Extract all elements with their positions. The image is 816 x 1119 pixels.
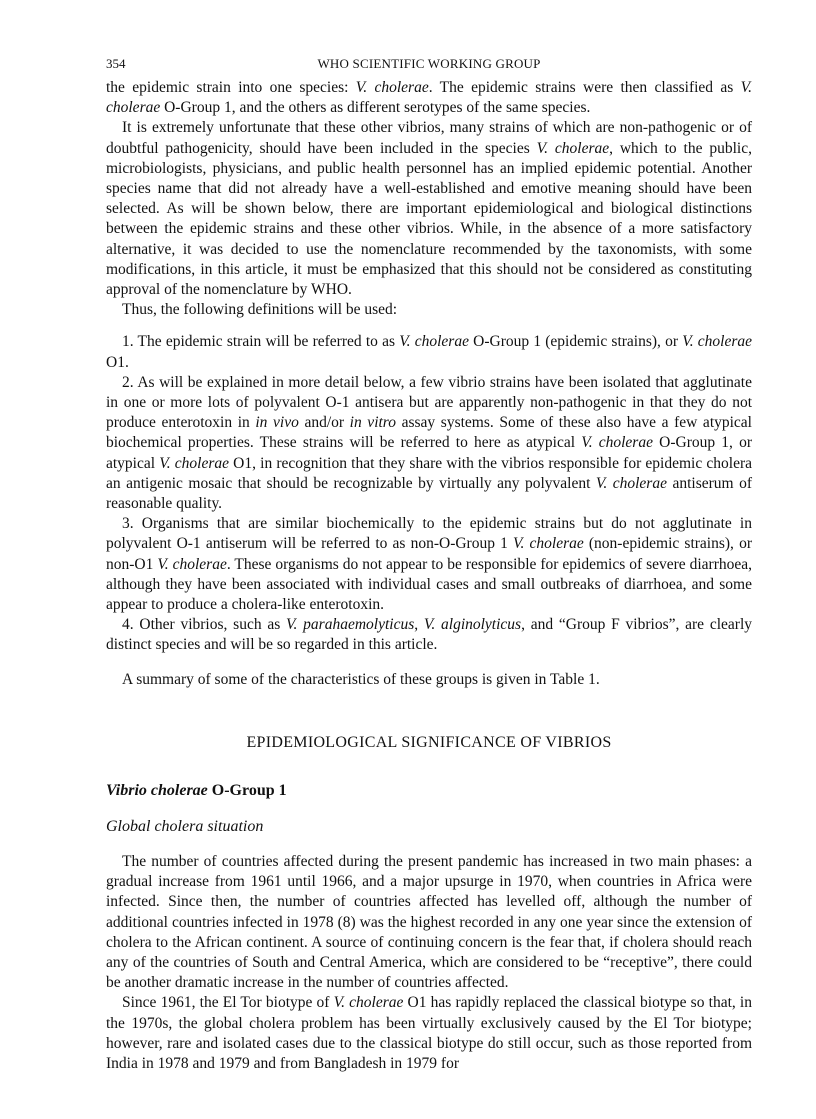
italic-term: V. cholerae: [159, 454, 229, 472]
definition-1: 1. The epidemic strain will be referred to as V. cholerae O-Group 1 (epidemic strains), or V. cholerae O1.: [106, 333, 753, 371]
section-heading: EPIDEMIOLOGICAL SIGNIFICANCE OF VIBRIOS: [246, 733, 612, 751]
italic-term: in vivo: [255, 414, 299, 432]
italic-term: V. cholerae: [536, 139, 610, 157]
italic-term: V. cholerae: [106, 79, 752, 117]
italic-term: V. cholerae: [581, 434, 653, 452]
italic-term: V. cholerae: [595, 474, 667, 492]
paragraph-table-summary: A summary of some of the characteristics of these groups is given in Table 1.: [122, 670, 600, 688]
definition-4: 4. Other vibrios, such as V. parahaemolyticus, V. alginolyticus, and “Group F vibrios”, are clearly distinct species and will be so regarded in this article.: [106, 616, 752, 654]
italic-term: V. cholerae: [333, 994, 404, 1012]
italic-term: V. alginolyticus: [423, 616, 522, 634]
page-number: 354: [106, 56, 126, 71]
paragraph-definitions-intro: Thus, the following definitions will be used:: [122, 301, 398, 319]
italic-term: in vitro: [349, 414, 397, 432]
definition-3: 3. Organisms that are similar biochemically to the epidemic strains but do not agglutinate in polyvalent O-1 antiserum will be referred to as non-O-Group 1 V. cholerae (non-epidemic strains), or non-O1 V. cholerae. These organisms do not appear to be responsible for epidemics of severe diarrhoea, although they have been associated with individual cases and small outbreaks of diarrhoea, and some appear to produce a cholera-like enterotoxin.: [106, 515, 752, 614]
italic-term: V. cholerae: [682, 333, 753, 351]
italic-term: V. cholerae: [157, 555, 227, 573]
subsection-heading-group: O-Group 1: [207, 781, 287, 799]
paragraph-nomenclature-critique: It is extremely unfortunate that these other vibrios, many strains of which are non-pathogenic or of doubtful pathogenicity, should have been included in the species V. cholerae, which to the public, microbiologists, physicians, and public health personnel has an implied epidemic potential. Another species name that did not already have a well-established and emotive meaning should have been selected. As will be shown below, there are important epidemiological and biological distinctions between the epidemic strains and these other vibrios. While, in the absence of a more satisfactory alternative, it was decided to use the nomenclature recommended by the taxonomists, with some modifications, in this article, it must be emphasized that this should not be considered as constituting approval of the nomenclature by WHO.: [106, 119, 752, 299]
definition-2: 2. As will be explained in more detail below, a few vibrio strains have been isolated that agglutinate in one or more lots of polyvalent O-1 antisera but are apparently non-pathogenic in that they do not produce enterotoxin in in vivo and/or in vitro assay systems. Some of these also have a few atypical biochemical properties. These strains will be referred to here as atypical V. cholerae O-Group 1, or atypical V. cholerae O1, in recognition that they share with the vibrios responsible for epidemic cholera an antigenic mosaic that should be recognizable by virtually any polyvalent V. cholerae antiserum of reasonable quality.: [106, 373, 752, 513]
subsubsection-heading: Global cholera situation: [106, 817, 264, 835]
paragraph-global-situation: The number of countries affected during the present pandemic has increased in two main phases: a gradual increase from 1961 until 1966, and a major upsurge in 1970, when countries in Africa were infected. Since then, the number of countries affected has levelled off, although the number of additional countries infected in 1978 (8) was the highest recorded in any one year since the extension of cholera to the African continent. A source of continuing concern is the fear that, if cholera should reach any of the countries of South and Central America, which are considered to be “receptive”, there could be another dramatic increase in the number of countries affected.: [106, 852, 752, 992]
page: [106, 56, 752, 1074]
subsection-heading: [106, 782, 752, 800]
paragraph-continuation: the epidemic strain into one species: V. cholerae. The epidemic strains were then classified as V. cholerae O-Group 1, and the others as different serotypes of the same species.: [106, 79, 752, 117]
italic-term: V. cholerae: [355, 79, 429, 96]
paragraph-el-tor: Since 1961, the El Tor biotype of V. cholerae O1 has rapidly replaced the classical biotype so that, in the 1970s, the global cholera problem has been virtually exclusively caused by the El Tor biotype; however, rare and isolated cases due to the classical biotype do still occur, such as those reported from India in 1978 and 1979 and from Bangladesh in 1979 for: [106, 994, 752, 1072]
running-head: [106, 56, 752, 78]
journal-title: WHO SCIENTIFIC WORKING GROUP: [317, 56, 541, 71]
subsection-heading-species: Vibrio cholerae: [106, 781, 208, 799]
italic-term: V. cholerae: [513, 535, 584, 553]
italic-term: V. cholerae: [399, 333, 469, 351]
italic-term: V. parahaemolyticus: [286, 616, 415, 634]
